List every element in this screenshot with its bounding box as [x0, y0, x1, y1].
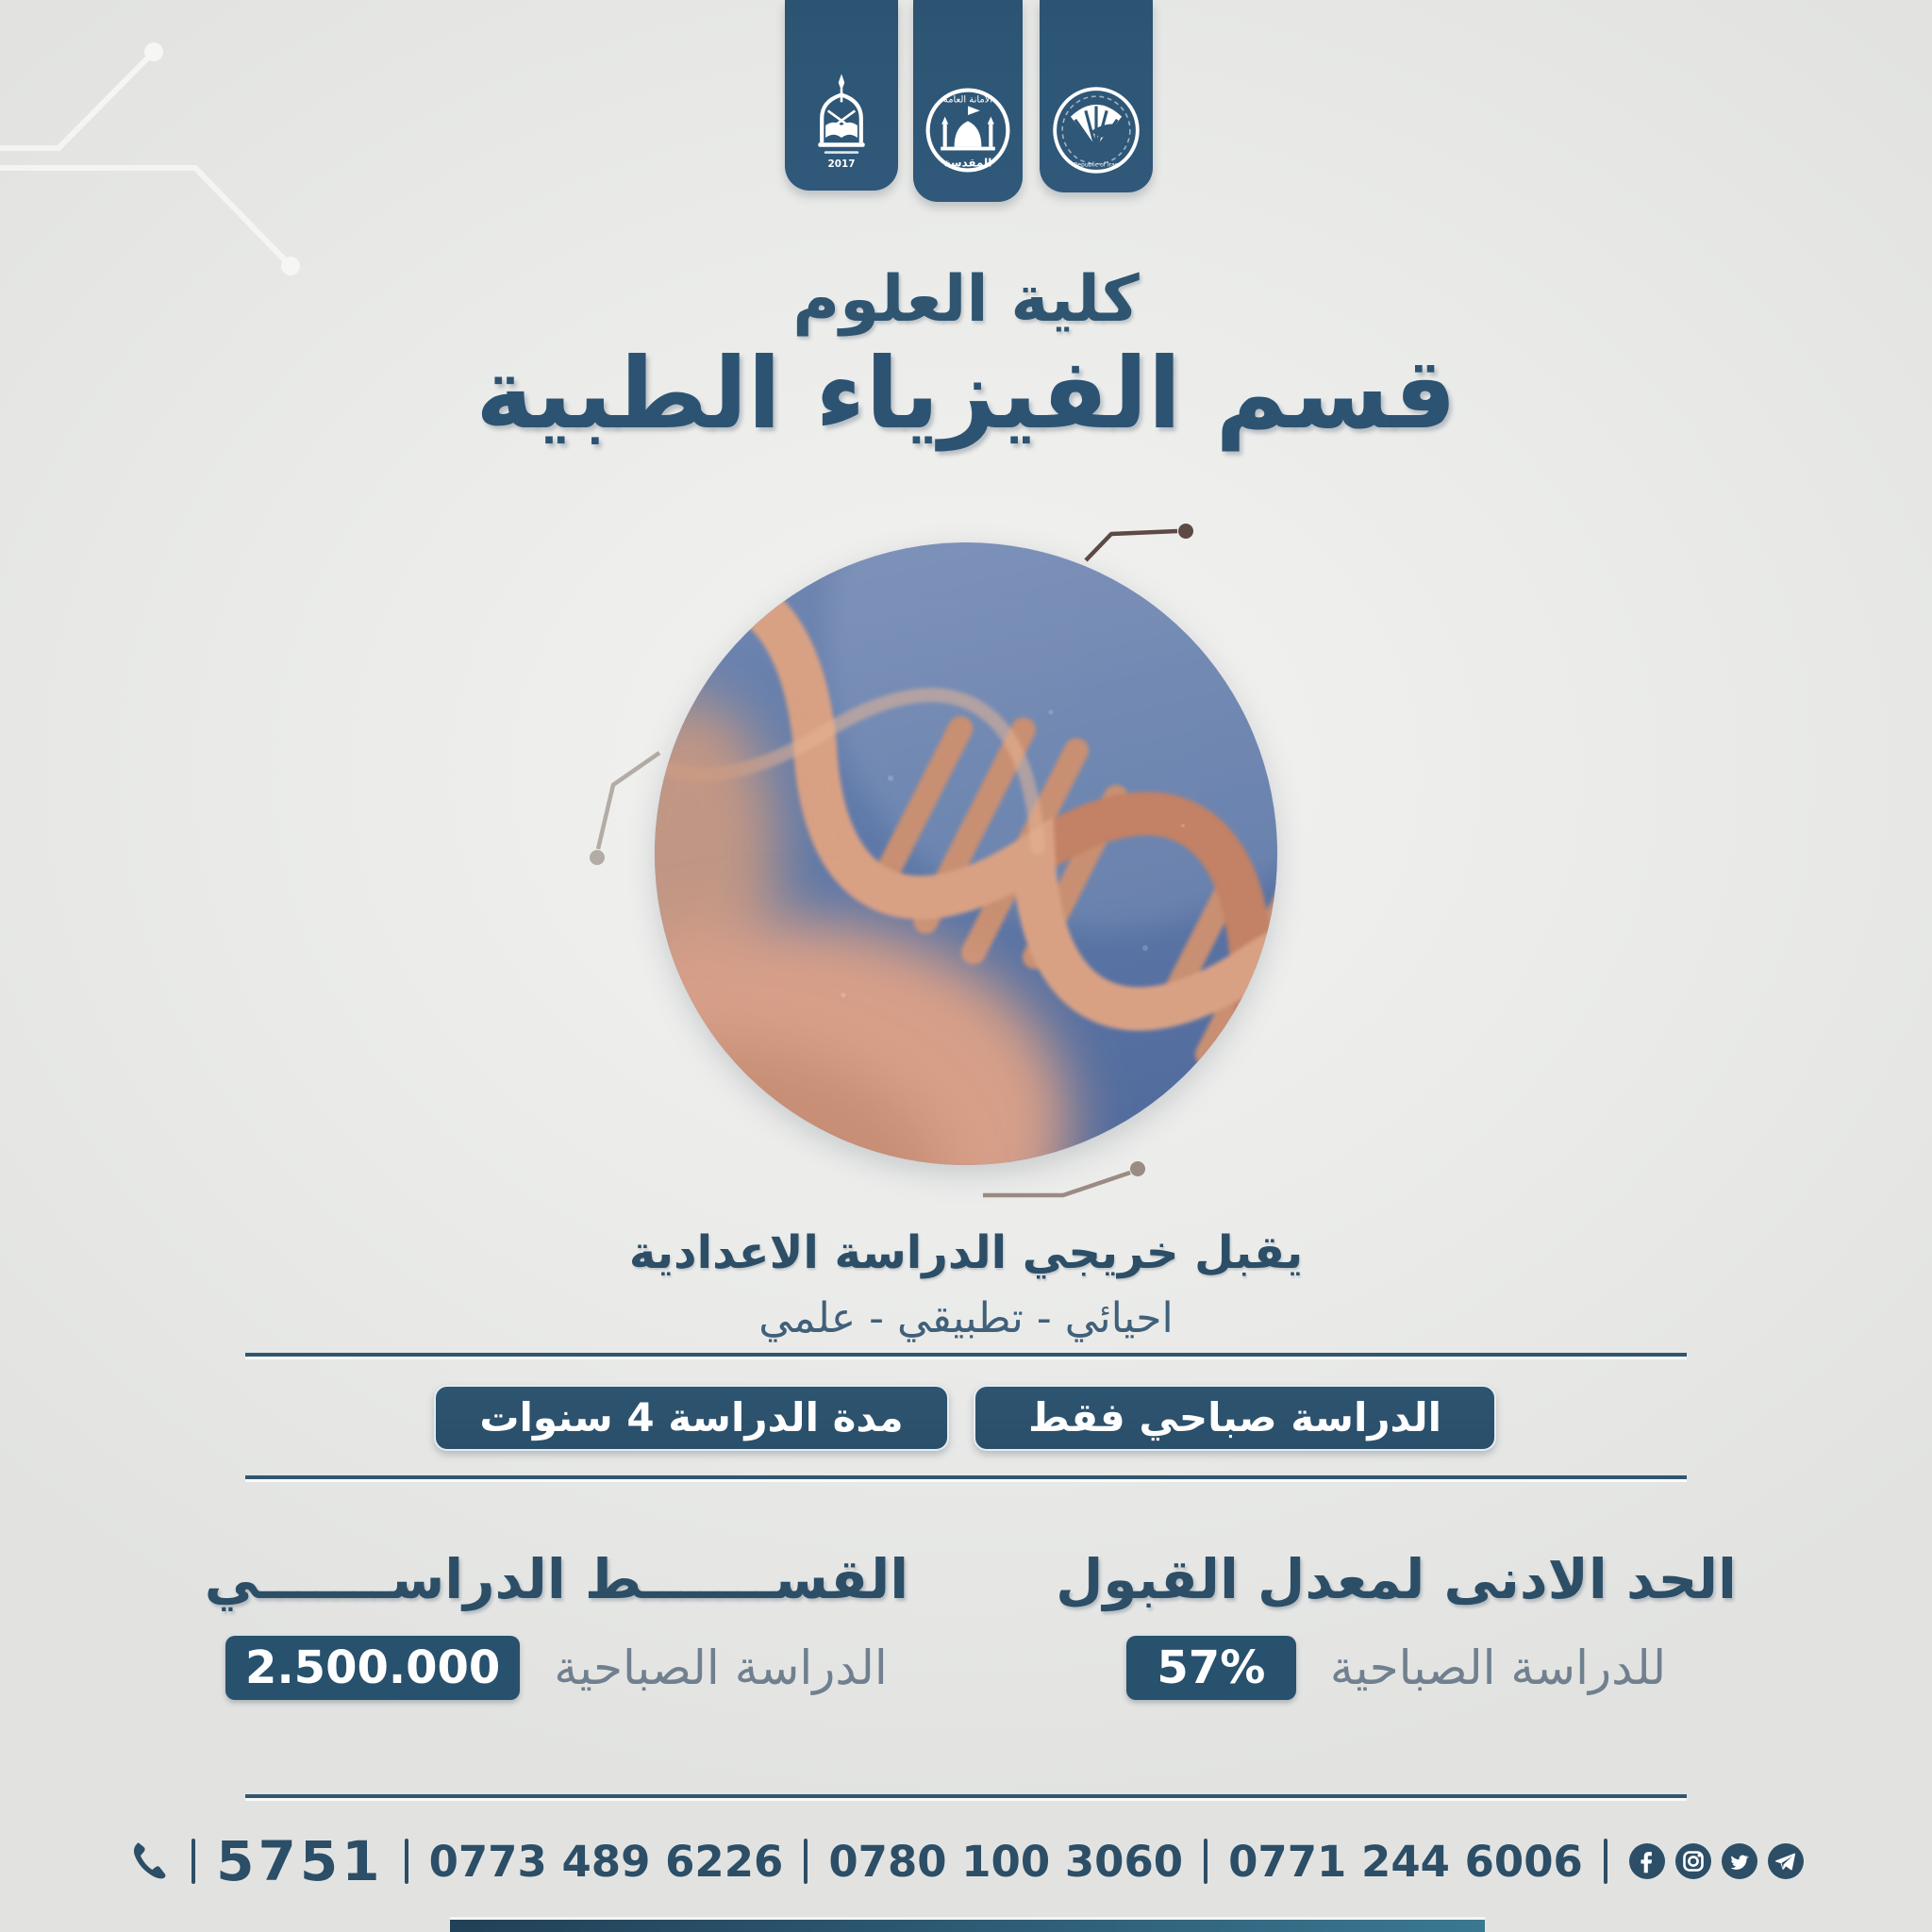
footer-separator: [405, 1839, 408, 1884]
twitter-icon[interactable]: [1721, 1842, 1758, 1880]
shrine-logo-bottom-text: المقدسة: [943, 156, 992, 170]
footer-separator: [1204, 1839, 1208, 1884]
instagram-icon[interactable]: [1674, 1842, 1712, 1880]
shrine-logo-top-text: الأمانة العامة: [942, 94, 993, 106]
telegram-icon[interactable]: [1767, 1842, 1805, 1880]
ministry-logo-country-text: Republic of Iraq: [1074, 161, 1119, 169]
phone-number-3[interactable]: 0771 244 6006: [1228, 1836, 1583, 1887]
tuition-value-badge: 2.500.000: [225, 1636, 520, 1700]
tuition-header: القســـــــط الدراســـــــي: [204, 1547, 909, 1611]
university-logo-year: 2017: [827, 158, 856, 171]
phone-icon: [127, 1840, 171, 1883]
divider-middle: [245, 1475, 1687, 1479]
footer-separator: [1604, 1839, 1607, 1884]
footer-contact-strip: [0, 1819, 1932, 1904]
tuition-section: [160, 1547, 953, 1700]
phone-number-1[interactable]: 0773 489 6226: [428, 1836, 784, 1887]
pill-study-duration: مدة الدراسة 4 سنوات: [434, 1385, 949, 1451]
pill-study-shift: الدراسة صباحي فقط: [974, 1385, 1496, 1451]
bottom-accent-bar: [450, 1920, 1485, 1932]
footer-separator: [192, 1839, 195, 1884]
social-icons: [1628, 1842, 1805, 1880]
divider-top: [245, 1353, 1687, 1357]
admission-label: للدراسة الصباحية: [1329, 1641, 1667, 1695]
footer-separator: [804, 1839, 808, 1884]
tuition-label: الدراسة الصباحية: [554, 1641, 888, 1695]
phone-number-2[interactable]: 0780 100 3060: [828, 1836, 1184, 1887]
divider-bottom: [245, 1794, 1687, 1798]
admission-value-badge: 57%: [1126, 1636, 1296, 1700]
admission-header: الحد الادنى لمعدل القبول: [1056, 1547, 1737, 1611]
acceptance-line-2: احيائي - تطبيقي - علمي: [758, 1294, 1174, 1342]
admission-section: [1038, 1547, 1755, 1700]
dna-photo: [655, 542, 1277, 1165]
page-subtitle: قسم الفيزياء الطبية: [475, 336, 1457, 451]
facebook-icon[interactable]: [1628, 1842, 1666, 1880]
acceptance-line-1: يقبل خريجي الدراسة الاعدادية: [628, 1226, 1304, 1279]
hotline-number[interactable]: 5751: [216, 1829, 384, 1893]
page-title: كلية العلوم: [792, 262, 1140, 337]
